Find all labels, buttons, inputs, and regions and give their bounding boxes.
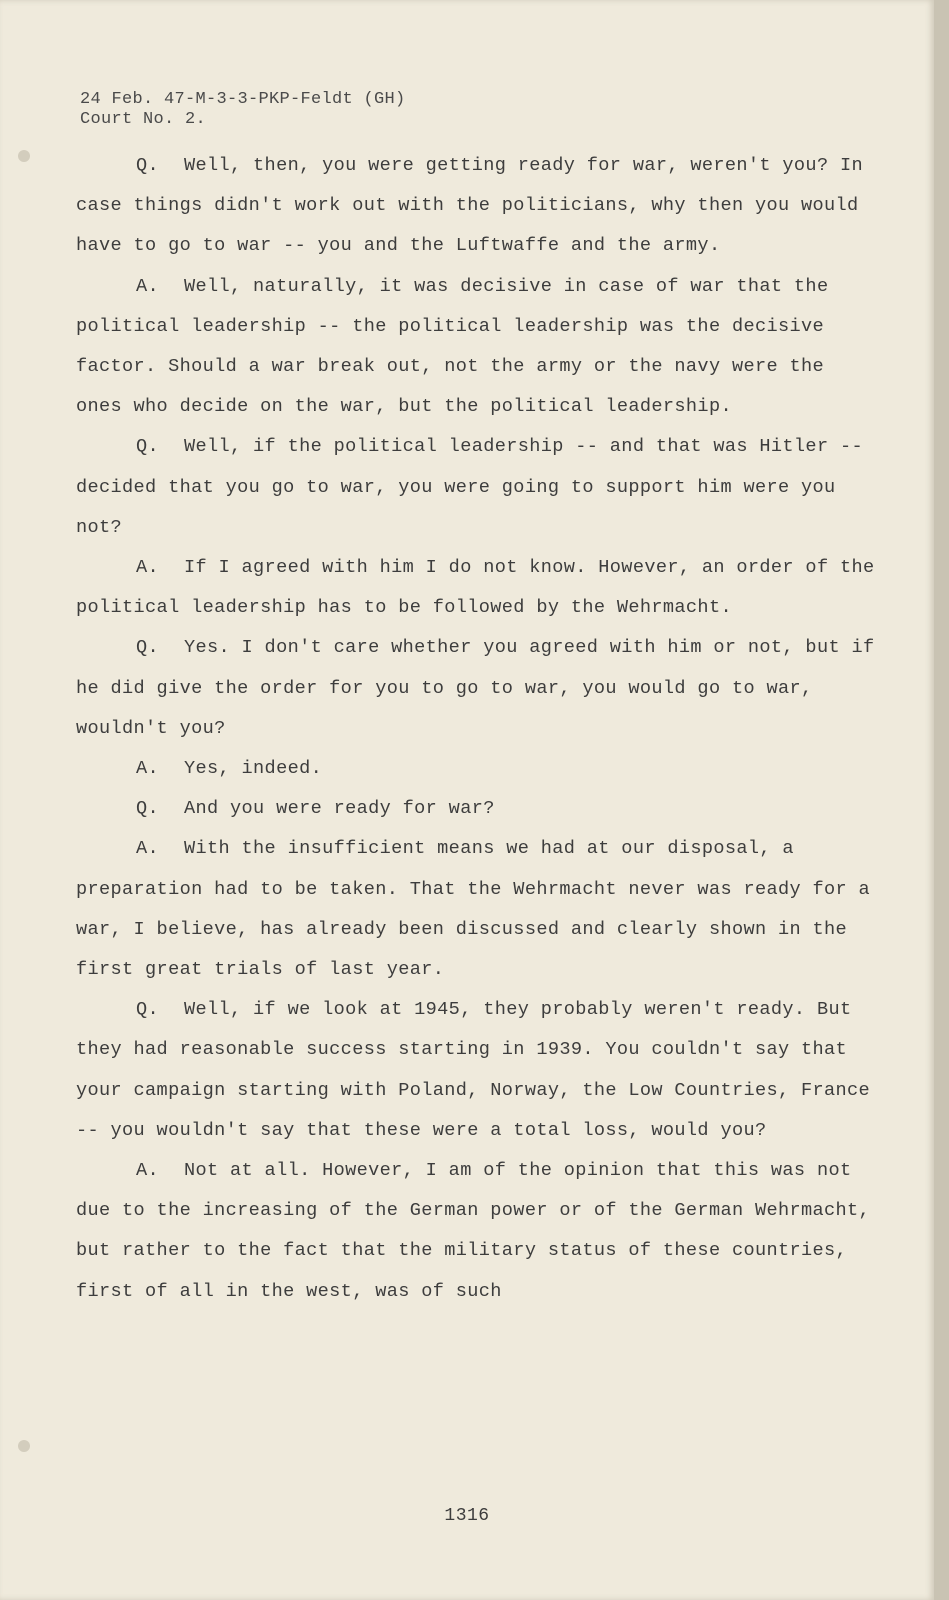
speaker-label: Q. — [136, 798, 160, 820]
transcript-paragraph — [76, 267, 876, 428]
transcript-body — [76, 146, 876, 1312]
header-reference: 24 Feb. 47-M-3-3-PKP-Feldt (GH) — [80, 90, 406, 109]
speaker-label: A. — [136, 275, 160, 297]
transcript-paragraph — [76, 990, 876, 1151]
header-court: Court No. 2. — [80, 110, 207, 129]
transcript-paragraph — [76, 628, 876, 749]
speaker-label: Q. — [136, 155, 160, 176]
transcript-paragraph — [76, 427, 876, 548]
transcript-paragraph — [76, 829, 876, 990]
transcript-paragraph — [76, 548, 876, 628]
paragraph-text: With the insufficient means we had at our disposal, a preparation had to be taken. That the Wehrmacht never was ready for a war, I believe, has already been discussed and clearly shown in the first great trials of last year. — [76, 838, 871, 981]
paragraph-text: Yes, indeed. — [184, 758, 323, 780]
speaker-label: A. — [136, 758, 160, 780]
transcript-paragraph — [76, 749, 876, 789]
paragraph-text: Well, naturally, it was decisive in case of war that the political leadership -- the political leadership was the decisive factor. Should a war break out, not the army or the navy were the ones who decide on the war, but the political leadership. — [76, 275, 829, 418]
speaker-label: Q. — [136, 637, 160, 659]
paragraph-text: Well, if the political leadership -- and that was Hitler -- decided that you go to war, you were going to support him were you not? — [76, 436, 863, 538]
transcript-paragraph — [76, 1151, 876, 1312]
paragraph-text: If I agreed with him I do not know. However, an order of the political leadership has to be followed by the Wehrmacht. — [76, 557, 875, 619]
page-edge — [934, 0, 949, 1600]
paragraph-text: And you were ready for war? — [184, 798, 495, 820]
binding-hole — [18, 150, 30, 162]
binding-hole — [18, 1440, 30, 1452]
paragraph-text: Not at all. However, I am of the opinion that this was not due to the increasing of the German power or of the German Wehrmacht, but rather to the fact that the military status of these countries, first of all in the west, was of such — [76, 1160, 871, 1302]
speaker-label: Q. — [136, 999, 160, 1021]
page-number: 1316 — [444, 1506, 490, 1526]
speaker-label: A. — [136, 838, 160, 860]
transcript-paragraph — [76, 789, 876, 829]
speaker-label: A. — [136, 1160, 160, 1182]
paragraph-text: Well, then, you were getting ready for war, weren't you? In case things didn't work out with the politicians, why then you would have to go to war -- you and the Luftwaffe and the army. — [76, 155, 863, 257]
paragraph-text: Well, if we look at 1945, they probably weren't ready. But they had reasonable success starting in 1939. You couldn't say that your campaign starting with Poland, Norway, the Low Countries, France -- you wouldn't say that these were a total loss, would you? — [76, 999, 871, 1141]
transcript-paragraph — [76, 146, 876, 267]
document-header — [80, 90, 406, 130]
paragraph-text: Yes. I don't care whether you agreed with him or not, but if he did give the order for you to go to war, you would go to war, wouldn't you? — [76, 637, 875, 739]
speaker-label: Q. — [136, 436, 160, 458]
speaker-label: A. — [136, 557, 160, 579]
